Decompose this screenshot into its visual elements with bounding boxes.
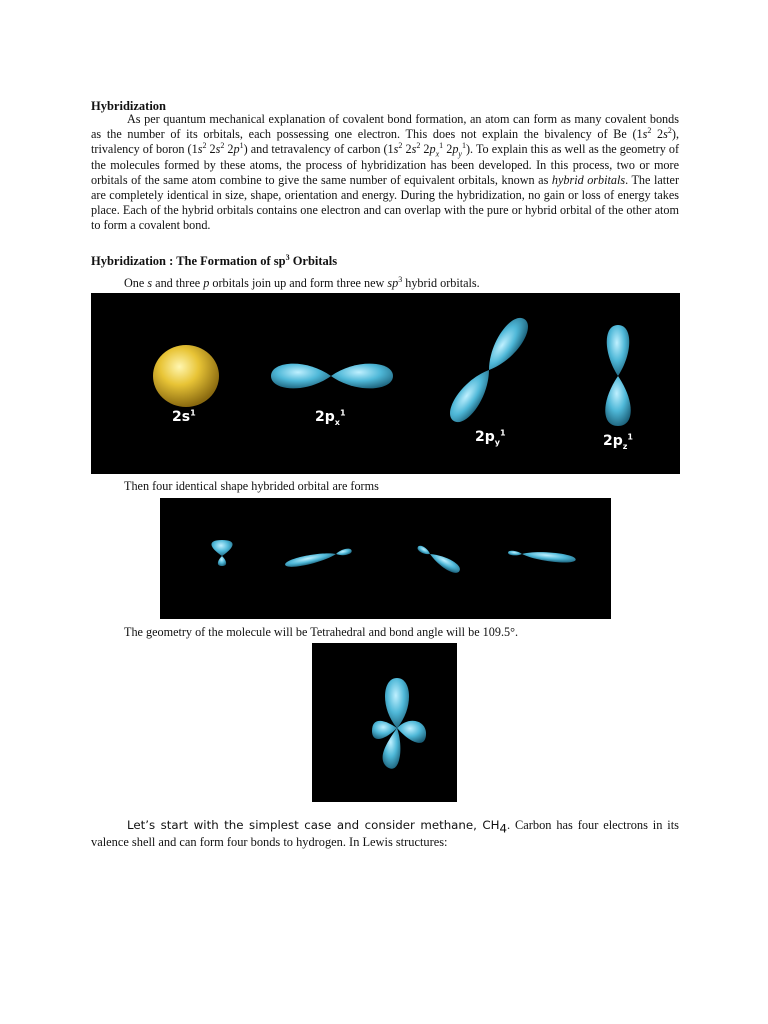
hybrid-orbital-4 (508, 548, 577, 564)
label-2py (475, 429, 506, 445)
sp3-heading-text: Hybridization : The Formation of sp (91, 254, 286, 268)
section-heading-sp3 (91, 254, 337, 269)
sp3-intro-line (124, 276, 480, 291)
label-2py-sup: 1 (499, 428, 506, 438)
methane-sub: 4 (499, 821, 508, 836)
para-text-5: . The latter are completely identical in size, shape, orientation and energy. During the hybridization, no gain or loss of energy takes place. Each of the hybrid orbitals contains one electron and can overlap with the pure or hybrid orbital of the other atom to form a covalent bond. (91, 172, 680, 233)
para-text-1: As per quantum mechanical explanation of covalent bond formation, an atom can form as many covalent bonds as the number of its orbitals, each possessing one electron. This does not explain the bivalency of Be (1 (91, 112, 679, 142)
tetrahedral-figure (312, 643, 457, 802)
label-2px-text: 2p (315, 409, 335, 425)
intro-text-a: One (124, 276, 148, 290)
label-2pz-text: 2p (603, 433, 623, 449)
label-2py-sub: y (494, 437, 500, 447)
label-2s-text: 2s (172, 409, 191, 425)
para-text-2: ), trivalency of boron (1 (91, 127, 679, 157)
label-2px (315, 409, 346, 425)
methane-text-a: Let’s start with the simplest case and consider methane, CH (127, 818, 500, 832)
intro-sp: sp (387, 276, 399, 290)
hybrid-orbital-3 (415, 542, 462, 575)
hybrid-orbitals-svg (160, 498, 611, 619)
para-text-4: ). To explain this as well as the geometry of the molecules formed by these atoms, the process of hybridization has been developed. In this process, two or more orbitals of the same atom combine to give the same number of equivalent orbitals, known as (91, 142, 680, 187)
tetrahedral-orbitals (372, 678, 426, 769)
intro-sup: 3 (398, 274, 403, 284)
intro-text-c: orbitals join up and form three new (209, 276, 388, 290)
label-2px-sub: x (334, 417, 340, 427)
atomic-orbitals-svg (91, 293, 680, 474)
label-2s-sup: 1 (190, 408, 196, 418)
para-text-3: ) and tetravalency of carbon (1 (243, 142, 394, 157)
intro-text-d: hybrid orbitals. (402, 276, 480, 290)
methane-text-b: . Carbon has four electrons in its valence shell and can form four bonds to hydrogen. In Lewis structures: (91, 818, 680, 849)
label-2px-sup: 1 (339, 408, 346, 418)
methane-paragraph (91, 817, 679, 851)
hybrid-orbitals-term: hybrid orbitals (551, 172, 626, 187)
orbital-2py-shape (444, 313, 534, 428)
hybrid-orbitals-figure (160, 498, 611, 619)
section-heading-hybridization: Hybridization (91, 99, 167, 113)
atomic-orbitals-figure (91, 293, 680, 474)
hybrid-orbital-2 (284, 546, 352, 569)
intro-s: s (147, 276, 153, 290)
sp3-heading-post: Orbitals (289, 254, 338, 268)
label-2pz-sup: 1 (627, 432, 633, 442)
label-2s (172, 409, 196, 425)
label-2pz (603, 433, 633, 449)
geometry-caption: The geometry of the molecule will be Tetrahedral and bond angle will be 109.5°. (124, 625, 519, 639)
label-2pz-sub: z (622, 441, 628, 451)
orbital-2pz-shape (605, 325, 631, 426)
intro-p: p (203, 276, 210, 290)
hybridization-paragraph: As per quantum mechanical explanation of covalent bond formation, an atom can form as many covalent bonds as the number of its orbitals, each possessing one electron. This does not explain the bivalency of Be ($1s^2$ $2s^2$), trivalency of boron ($1s^2$ $2s^2$ $2p^1$) and tetravalency of carbon ($1s^2$ $2s^2$ $2p_x^1$ $2p_y^1$). To explain this as well as the geometry of the molecules formed by these atoms, the process of hybridization has been developed. In this process, two or more orbitals of the same atom combine to give the same number of equivalent orbitals, known as hybrid orbitals. The latter are completely identical in size, shape, orientation and energy. During the hybridization, no gain or loss of energy takes place. Each of the hybrid orbitals contains one electron and can overlap with the pure or hybrid orbital of the other atom to form a covalent bond. (91, 112, 680, 233)
hybrid-orbital-1 (211, 540, 232, 566)
sp3-heading-sup: 3 (285, 252, 290, 262)
label-2py-text: 2p (475, 429, 495, 445)
orbital-2s-sphere (153, 345, 219, 407)
hybrid-caption: Then four identical shape hybrided orbital are forms (124, 479, 379, 493)
intro-text-b: and three (152, 276, 204, 290)
tetrahedral-svg (312, 643, 457, 802)
orbital-2px-shape (271, 364, 393, 389)
